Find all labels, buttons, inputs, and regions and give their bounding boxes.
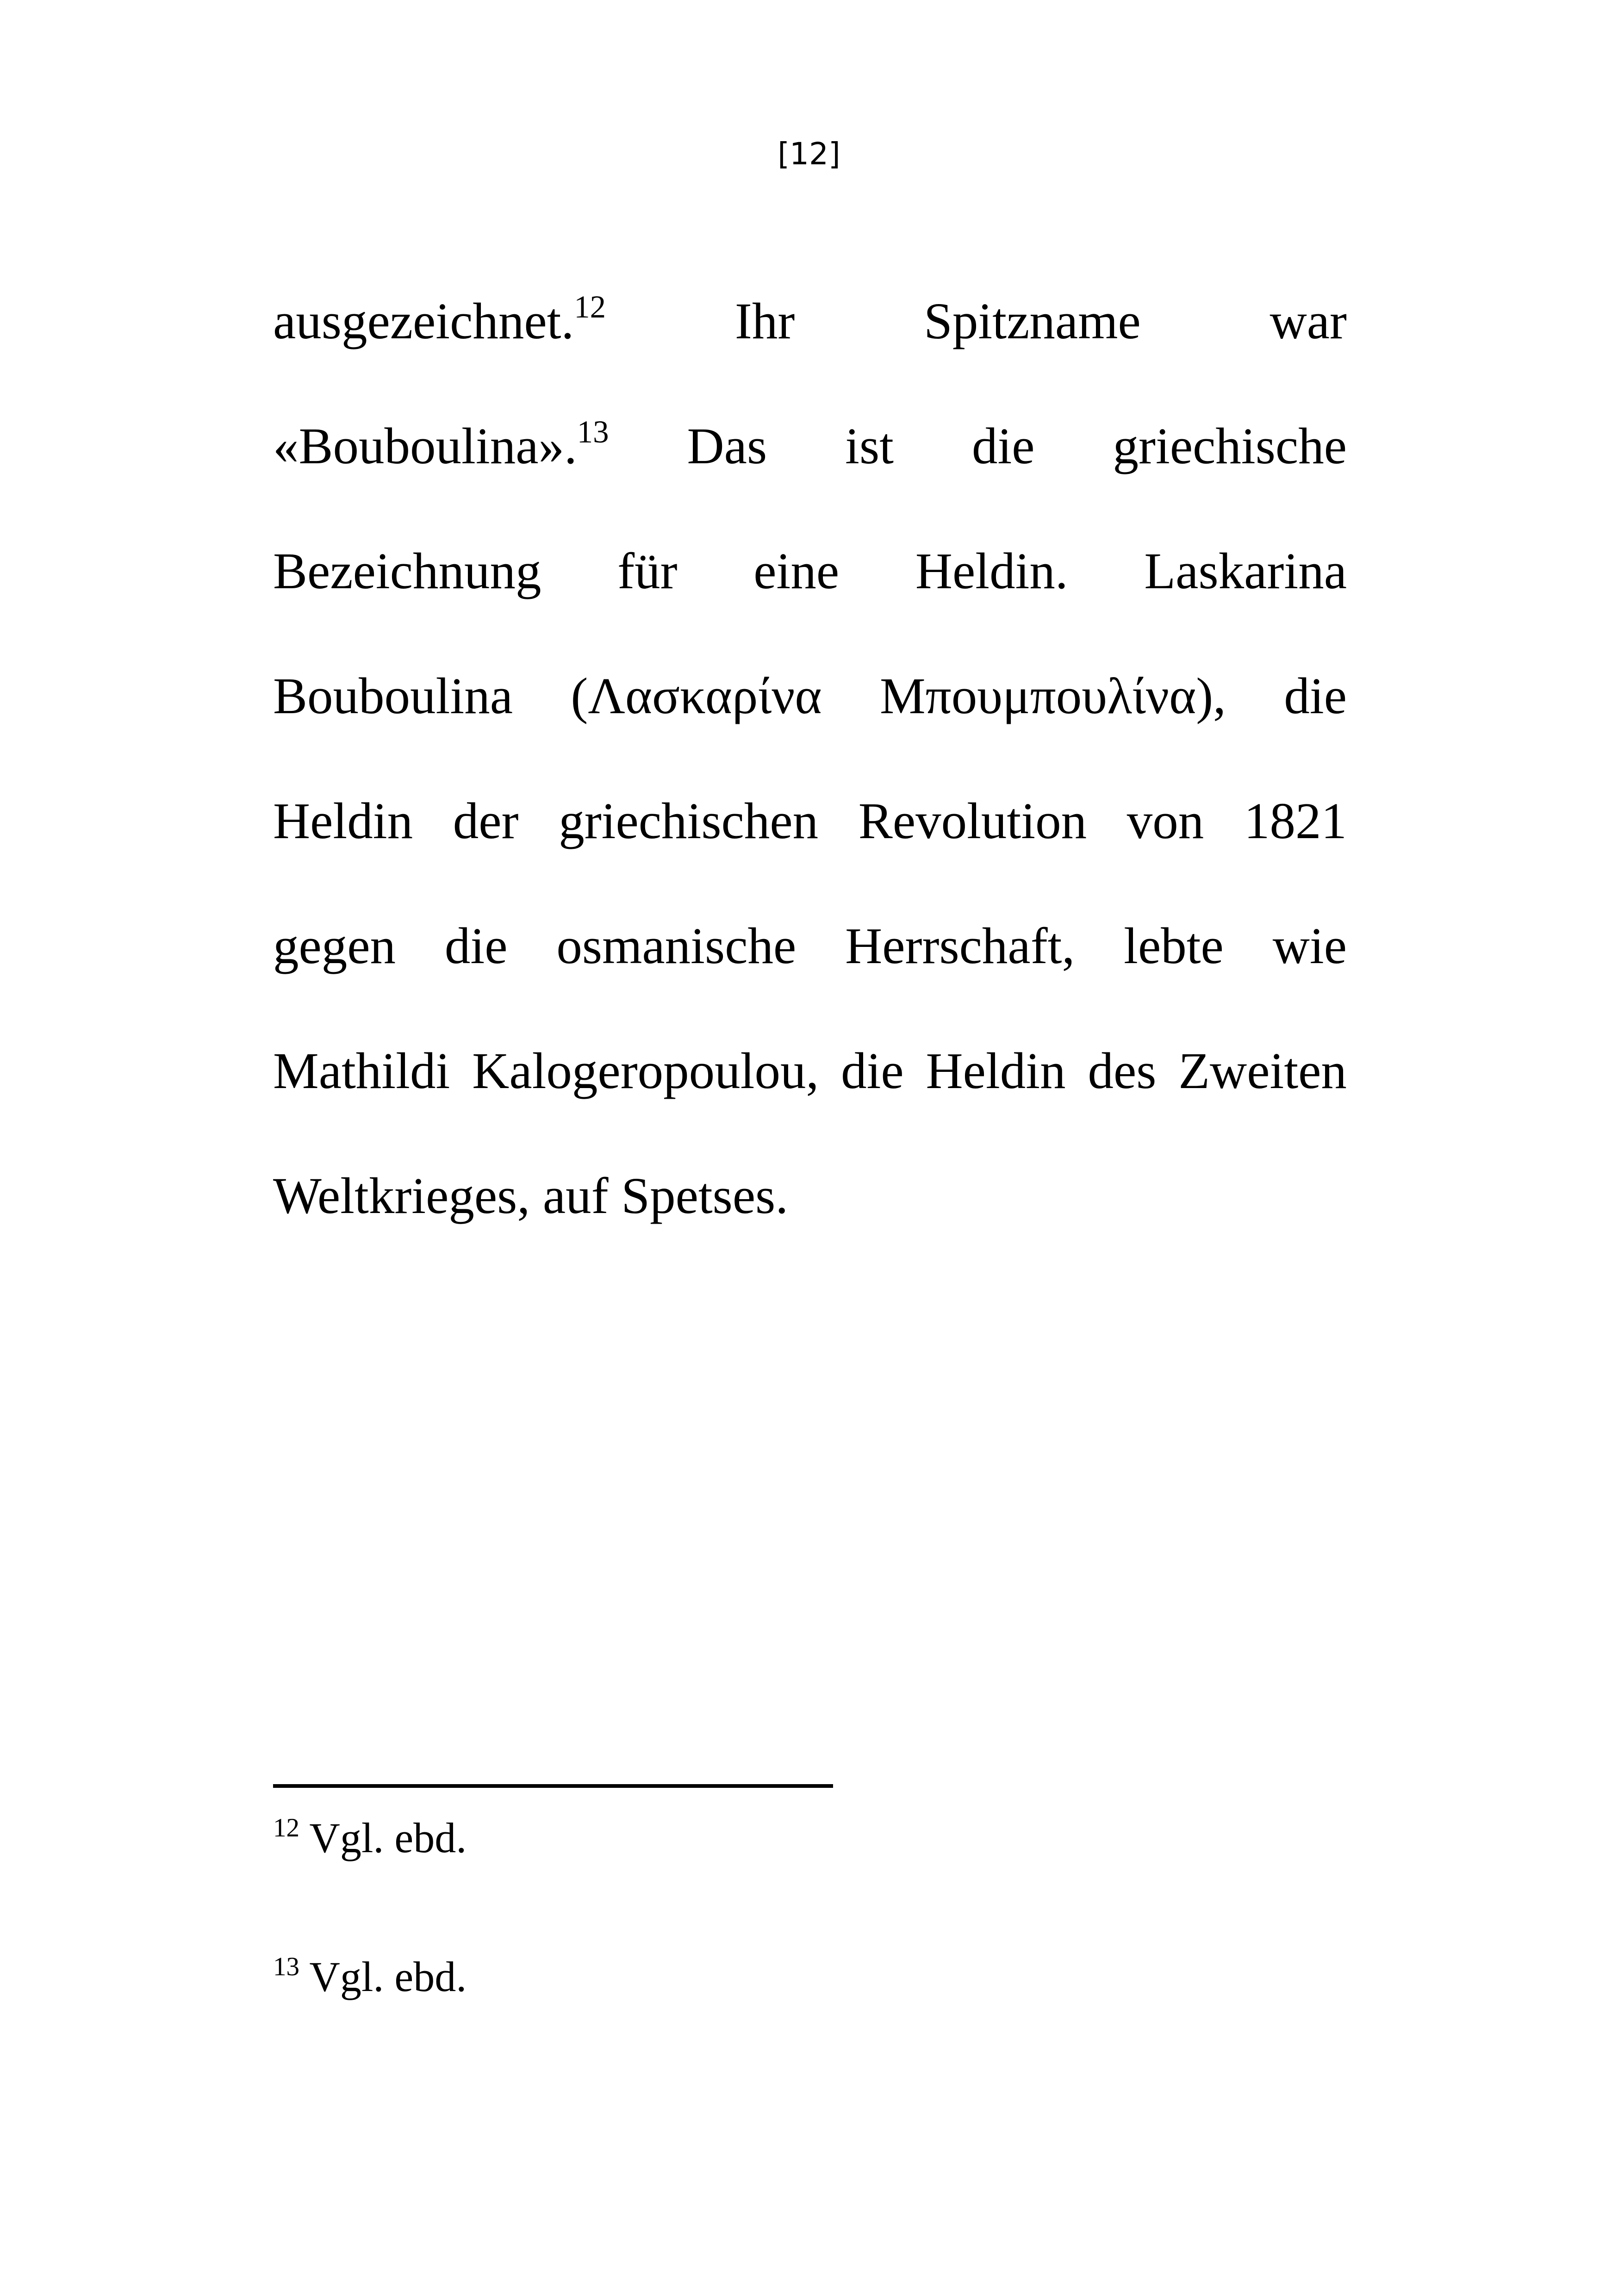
word-text: des [1088,1043,1157,1100]
word-text: Bouboulina [273,668,513,725]
word-text: Bezeichnung [273,543,541,600]
word [273,259,606,384]
word-text: Weltkrieges, auf Spetses. [273,1168,789,1225]
word-text: die [971,418,1035,475]
word [880,634,1226,759]
word [445,884,508,1009]
word [273,759,413,884]
footnote-12 [273,1813,467,1861]
text-line [273,634,1347,759]
word [845,384,894,509]
word [273,509,541,634]
word [556,884,796,1009]
word-text: Ihr [734,293,795,350]
word-text: Das [687,418,767,475]
word-text: Μπουμπουλίνα), [879,668,1226,725]
word [924,259,1141,384]
text-line [273,1134,1347,1259]
word [1273,884,1347,1009]
word [1178,1009,1347,1134]
word [617,509,677,634]
word [1113,384,1347,509]
word [926,1009,1066,1134]
word-text: eine [753,543,840,600]
footnote-reference: 12 [574,289,606,325]
footnote-number: 12 [273,1813,300,1842]
word [1284,634,1347,759]
footnote-reference: 13 [577,414,609,450]
word-text: die [841,1043,904,1100]
word [972,384,1035,509]
word [1088,1009,1156,1134]
word [273,1009,450,1134]
word [753,509,839,634]
footnote-number: 13 [273,1952,300,1981]
word [735,259,795,384]
word-text: (Λασκαρίνα [571,668,822,725]
word-text: Revolution [858,793,1087,850]
word-text: war [1270,293,1347,350]
word-text: Herrschaft, [845,918,1075,975]
word-text: Heldin [273,793,413,850]
text-line [273,384,1347,509]
footnote-text: Vgl. ebd. [309,1953,467,2000]
word-text: ausgezeichnet. [273,293,574,350]
word-text: «Bouboulina». [273,418,577,475]
word [687,384,767,509]
page-number: [12] [778,136,840,172]
word [273,1134,788,1259]
text-line [273,259,1347,384]
word [1270,259,1347,384]
word-text: ist [845,418,894,475]
word [1244,759,1347,884]
text-line [273,884,1347,1009]
word [845,884,1075,1009]
word-text: Heldin [926,1043,1066,1100]
word [453,759,519,884]
word [1124,884,1224,1009]
footnote-text: Vgl. ebd. [309,1814,467,1861]
word-text: von [1126,793,1204,850]
text-line [273,509,1347,634]
word-text: für [617,543,678,600]
word-text: Zweiten [1178,1043,1347,1100]
text-line [273,1009,1347,1134]
word [859,759,1087,884]
word-text: wie [1272,918,1347,975]
word-text: der [453,793,519,850]
word-text: griechische [1113,418,1347,475]
word-text: Mathildi [273,1043,450,1100]
word-text: Laskarina [1144,543,1347,600]
word-text: griechischen [559,793,819,850]
word-text: osmanische [556,918,797,975]
word-text: Heldin. [915,543,1068,600]
word [1127,759,1204,884]
footnote-separator [273,1784,833,1788]
word-text: Kalogeropoulou, [472,1043,819,1100]
word [841,1009,904,1134]
word [472,1009,819,1134]
word [273,384,609,509]
word-text: die [444,918,508,975]
word [559,759,818,884]
word-text: Spitzname [924,293,1141,350]
word-text: lebte [1124,918,1224,975]
word [571,634,821,759]
text-line [273,759,1347,884]
word [273,634,513,759]
word-text: 1821 [1244,793,1347,850]
word-text: die [1284,668,1347,725]
word [273,884,396,1009]
word [915,509,1068,634]
body-text [273,259,1347,1259]
word [1144,509,1347,634]
footnote-13 [273,1952,467,2000]
word-text: gegen [273,918,396,975]
